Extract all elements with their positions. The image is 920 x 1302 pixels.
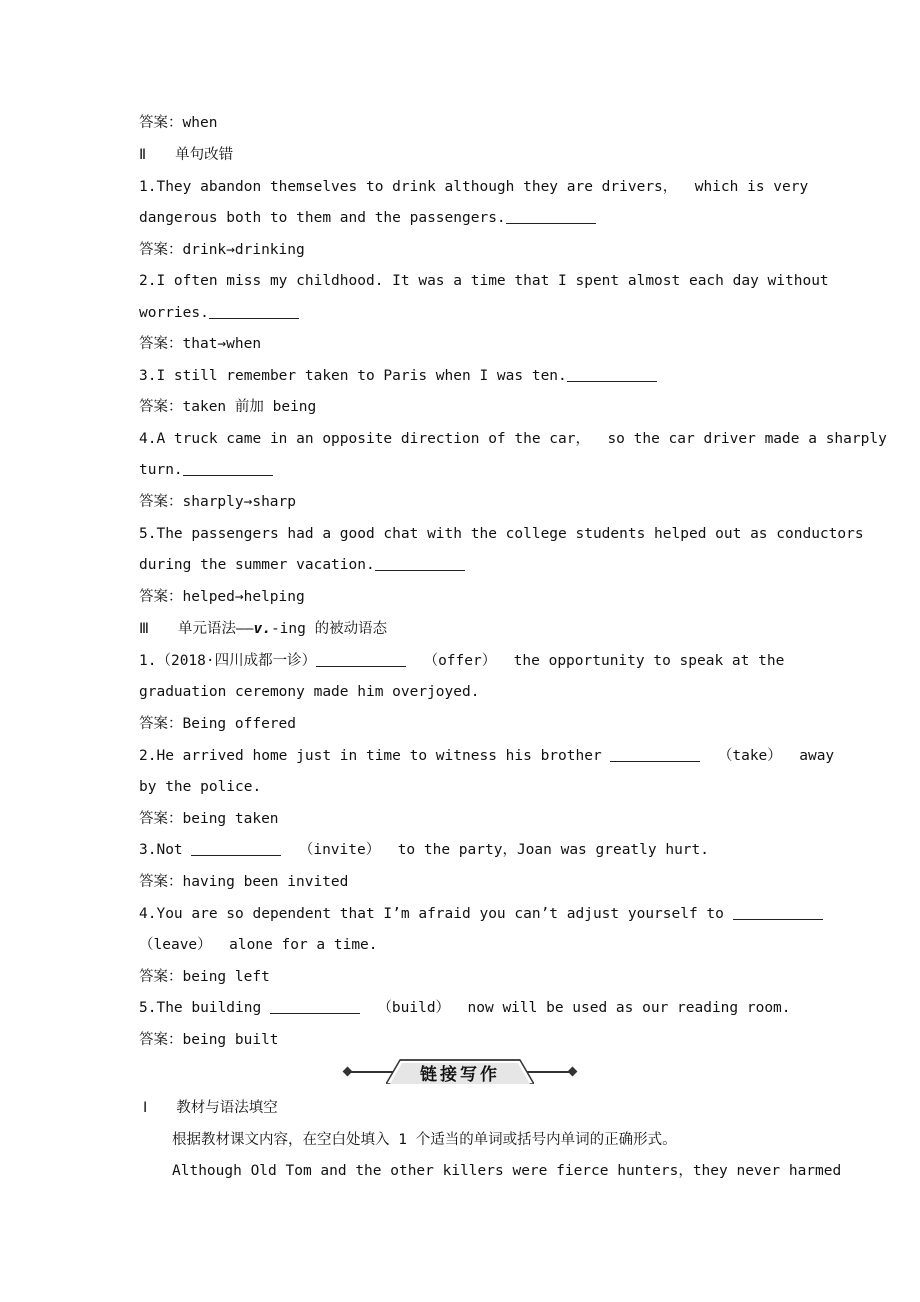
answer-blank[interactable] [610, 747, 700, 762]
answer-line: 答案：drink→drinking [139, 242, 305, 258]
banner-label: 链接写作 [420, 1065, 500, 1085]
answer-line: 答案：being taken [139, 811, 279, 827]
question-line: （leave） alone for a time. [139, 937, 378, 953]
question-line: 5.The passengers had a good chat with the college students helped out as conductors [139, 526, 864, 542]
question-line: 2.He arrived home just in time to witness his brother （take） away [139, 748, 835, 764]
question-line: worries. [139, 303, 299, 323]
question-line: dangerous both to them and the passengers. [139, 208, 596, 228]
question-line: 1.They abandon themselves to drink although they are drivers， which is very [139, 179, 809, 195]
question-line: 3.I still remember taken to Paris when I was ten. [139, 366, 657, 386]
answer-line: 答案：being built [139, 1032, 279, 1048]
instruction-text: 根据教材课文内容，在空白处填入 1 个适当的单词或括号内单词的正确形式。 [172, 1132, 677, 1148]
question-line: 3.Not （invite） to the party，Joan was greatly hurt. [139, 842, 709, 858]
section-title: Ⅰ 教材与语法填空 [143, 1100, 278, 1116]
answer-blank[interactable] [567, 367, 657, 382]
question-line: 4.A truck came in an opposite direction of the car， so the car driver made a sharply [139, 431, 887, 447]
question-line: 2.I often miss my childhood. It was a time that I spent almost each day without [139, 273, 829, 289]
question-line: 1.（2018·四川成都一诊） （offer） the opportunity to speak at the [139, 653, 785, 669]
section-title: Ⅲ 单元语法——v.-ing 的被动语态 [139, 621, 388, 637]
answer-line: 答案：sharply→sharp [139, 494, 296, 510]
answer-line: 答案：Being offered [139, 716, 296, 732]
banner-tab [386, 1058, 534, 1084]
diamond-icon [343, 1067, 353, 1077]
answer-line: 答案：taken 前加 being [139, 399, 317, 415]
question-line: 4.You are so dependent that I’m afraid you can’t adjust yourself to [139, 904, 823, 924]
diamond-icon [568, 1067, 578, 1077]
answer-blank[interactable] [209, 304, 299, 319]
section-title: Ⅱ 单句改错 [139, 147, 234, 163]
answer-blank[interactable] [316, 652, 406, 667]
answer-blank[interactable] [375, 556, 465, 571]
passage-text: Although Old Tom and the other killers were fierce hunters，they never harmed [172, 1163, 842, 1179]
answer-line: 答案：that→when [139, 336, 262, 352]
answer-blank[interactable] [191, 841, 281, 856]
answer-line: 答案：when [139, 115, 218, 131]
answer-line: 答案：having been invited [139, 874, 349, 890]
question-line: 5.The building （build） now will be used as our reading room. [139, 1000, 791, 1016]
question-line: graduation ceremony made him overjoyed. [139, 684, 480, 700]
answer-blank[interactable] [270, 999, 360, 1014]
section-banner [346, 1058, 574, 1086]
answer-blank[interactable] [733, 905, 823, 920]
question-line: during the summer vacation. [139, 555, 465, 575]
answer-blank[interactable] [506, 209, 596, 224]
answer-blank[interactable] [183, 461, 273, 476]
answer-line: 答案：helped→helping [139, 589, 305, 605]
question-line: turn. [139, 460, 273, 480]
question-line: by the police. [139, 779, 262, 795]
answer-line: 答案：being left [139, 969, 270, 985]
